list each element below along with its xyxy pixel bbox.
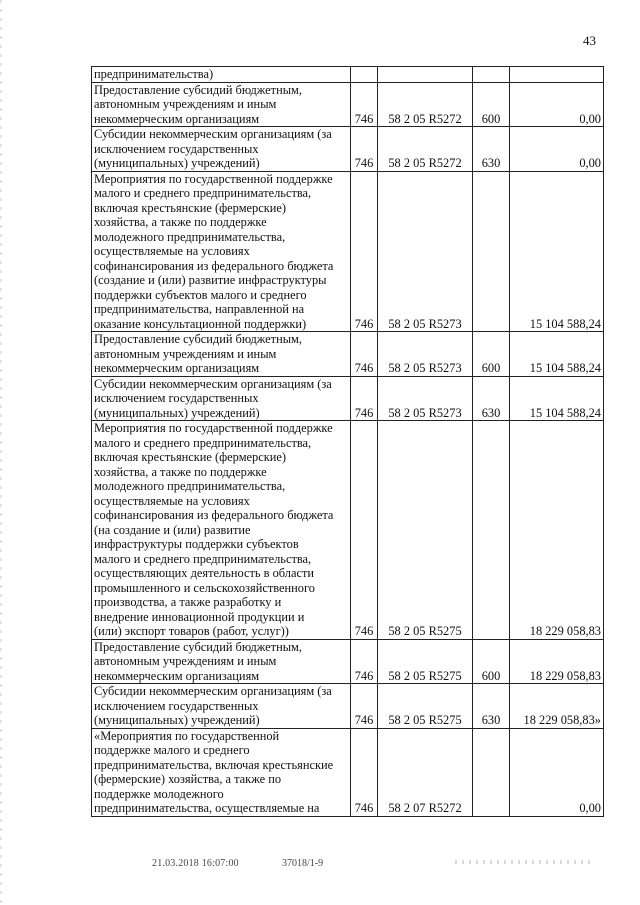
document-code: 37018/1-9 [282,858,324,869]
row-ministry-cell: 746 [351,127,378,172]
table-row [92,171,604,332]
row-code-cell: 58 2 05 R5275 [378,639,473,684]
row-type-cell: 630 [473,127,510,172]
table-row [92,421,604,640]
row-amount-cell: 0,00 [510,127,604,172]
row-ministry-cell: 746 [351,728,378,816]
table-row [92,728,604,816]
table-row [92,376,604,421]
row-amount-cell: 15 104 588,24 [510,376,604,421]
table-row [92,67,604,83]
row-code-cell: 58 2 05 R5273 [378,376,473,421]
row-ministry-cell: 746 [351,171,378,332]
row-name-cell: Субсидии некоммерческим организациям (за исключением государственных (муниципальных) учреждений) [92,684,351,729]
page-number: 43 [583,33,596,48]
row-type-cell: 600 [473,332,510,377]
budget-table-body [92,67,604,817]
row-code-cell: 58 2 05 R5273 [378,171,473,332]
row-type-cell: 630 [473,376,510,421]
row-type-cell [473,67,510,83]
row-amount-cell: 18 229 058,83 [510,639,604,684]
row-code-cell: 58 2 05 R5275 [378,684,473,729]
row-type-cell [473,421,510,640]
row-ministry-cell: 746 [351,421,378,640]
row-ministry-cell: 746 [351,82,378,127]
table-row [92,684,604,729]
scan-noise-artifact [455,860,595,864]
row-type-cell [473,171,510,332]
row-code-cell: 58 2 07 R5272 [378,728,473,816]
row-name-cell: Предоставление субсидий бюджетным, автономным учреждениям и иным некоммерческим организациям [92,82,351,127]
row-type-cell: 600 [473,82,510,127]
budget-table [91,66,604,817]
row-ministry-cell: 746 [351,639,378,684]
table-row [92,127,604,172]
row-ministry-cell: 746 [351,376,378,421]
scan-edge-artifact [0,0,2,905]
row-code-cell: 58 2 05 R5273 [378,332,473,377]
row-name-cell: Предоставление субсидий бюджетным, автономным учреждениям и иным некоммерческим организациям [92,332,351,377]
row-amount-cell: 15 104 588,24 [510,332,604,377]
row-code-cell: 58 2 05 R5272 [378,127,473,172]
row-name-cell: Субсидии некоммерческим организациям (за исключением государственных (муниципальных) учреждений) [92,127,351,172]
row-name-cell: Мероприятия по государственной поддержке малого и среднего предпринимательства, включая крестьянские (фермерские) хозяйства, а также по поддержке молодежного предпринимательства, осуществляемые на условиях софинансирования из федерального бюджета (создание и (или) развитие инфраструктуры поддержки субъектов малого и среднего предпринимательства, направленной на оказание консультационной поддержки) [92,171,351,332]
row-name-cell: Предоставление субсидий бюджетным, автономным учреждениям и иным некоммерческим организациям [92,639,351,684]
row-name-cell: «Мероприятия по государственной поддержке малого и среднего предпринимательства, включая крестьянские (фермерские) хозяйства, а также по поддержке молодежного предпринимательства, осуществляемые на [92,728,351,816]
table-row [92,82,604,127]
row-ministry-cell: 746 [351,684,378,729]
row-type-cell: 630 [473,684,510,729]
row-ministry-cell: 746 [351,332,378,377]
row-amount-cell [510,67,604,83]
table-row [92,332,604,377]
row-ministry-cell [351,67,378,83]
row-code-cell [378,67,473,83]
row-amount-cell: 18 229 058,83» [510,684,604,729]
row-name-cell: предпринимательства) [92,67,351,83]
row-code-cell: 58 2 05 R5275 [378,421,473,640]
row-type-cell: 600 [473,639,510,684]
row-amount-cell: 0,00 [510,82,604,127]
table-row [92,639,604,684]
row-name-cell: Мероприятия по государственной поддержке малого и среднего предпринимательства, включая крестьянские (фермерские) хозяйства, а также по поддержке молодежного предпринимательства, осуществляемые на условиях софинансирования из федерального бюджета (на создание и (или) развитие инфраструктуры поддержки субъектов малого и среднего предпринимательства, осуществляющих деятельность в области промышленного и сельскохозяйственного производства, а также разработку и внедрение инновационной продукции и (или) экспорт товаров (работ, услуг)) [92,421,351,640]
row-name-cell: Субсидии некоммерческим организациям (за исключением государственных (муниципальных) учреждений) [92,376,351,421]
row-amount-cell: 15 104 588,24 [510,171,604,332]
print-timestamp: 21.03.2018 16:07:00 [152,858,239,869]
row-amount-cell: 0,00 [510,728,604,816]
row-type-cell [473,728,510,816]
row-code-cell: 58 2 05 R5272 [378,82,473,127]
row-amount-cell: 18 229 058,83 [510,421,604,640]
